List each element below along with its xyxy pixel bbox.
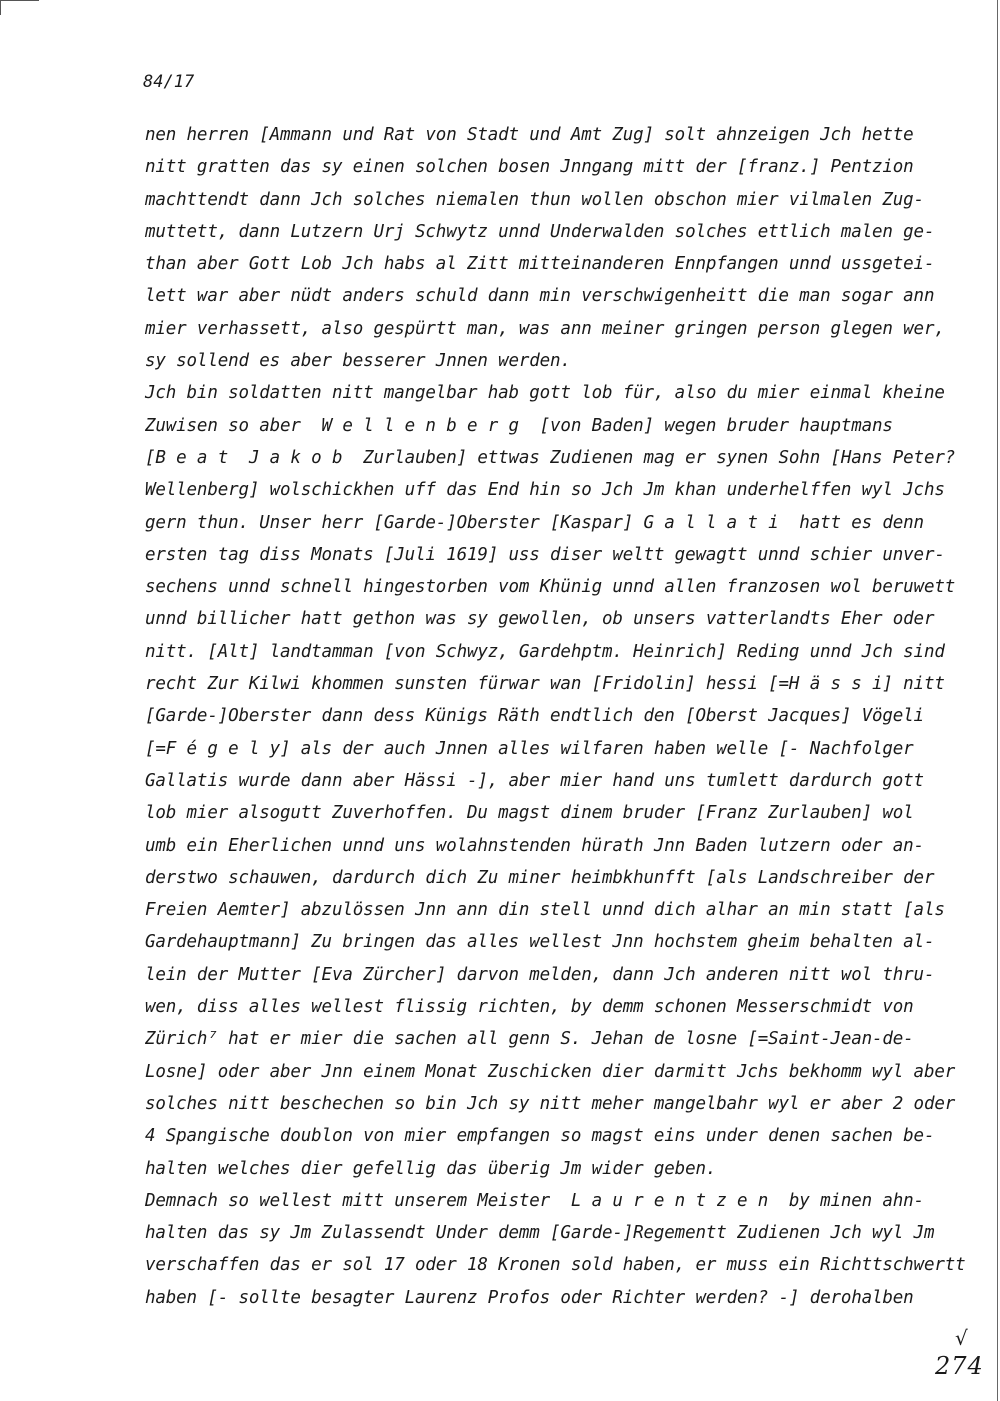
scan-corner-mark	[0, 0, 39, 15]
text-line: machttendt dann Jch solches niemalen thun wollen obschon mier vilmalen Zug-	[145, 189, 924, 210]
text-line: nitt gratten das sy einen solchen bosen Jnngang mitt der [franz.] Pentzion	[145, 157, 914, 178]
text-line: nitt. [Alt] landtamman [von Schwyz, Gardehptm. Heinrich] Reding unnd Jch sind	[145, 641, 945, 662]
text-line: derstwo schauwen, dardurch dich Zu miner heimbkhunfft [als Landschreiber der	[145, 867, 935, 888]
text-line: Wellenberg] wolschickhen uff das End hin so Jch Jm khan underhelffen wyl Jchs	[145, 480, 945, 501]
text-line: solches nitt beschechen so bin Jch sy nitt meher mangelbahr wyl er aber 2 oder	[145, 1093, 956, 1114]
text-line: gern thun. Unser herr [Garde-]Oberster [Kaspar] G a l l a t i hatt es denn	[145, 512, 924, 533]
scan-edge-line	[997, 0, 998, 1401]
text-line: recht Zur Kilwi khommen sunsten fürwar wan [Fridolin] hessi [=H ä s s i] nitt	[145, 674, 945, 695]
transcription-text	[145, 119, 966, 1314]
text-line: umb ein Eherlichen unnd uns wolahnstenden hürath Jnn Baden lutzern oder an-	[145, 835, 924, 856]
text-line: Demnach so wellest mitt unserem Meister L a u r e n t z e n by minen ahn-	[145, 1190, 924, 1211]
text-line: [=F é g e l y] als der auch Jnnen alles wilfaren haben welle [- Nachfolger	[145, 738, 914, 759]
text-line: Losne] oder aber Jnn einem Monat Zuschicken dier darmitt Jchs bekhomm wyl aber	[145, 1061, 956, 1082]
text-line: mier verhassett, also gespürtt man, was ann meiner gringen person glegen wer,	[145, 318, 945, 339]
text-line: ersten tag diss Monats [Juli 1619] uss diser weltt gewagtt unnd schier unver-	[145, 544, 945, 565]
text-line: Gallatis wurde dann aber Hässi -], aber mier hand uns tumlett dardurch gott	[145, 770, 924, 791]
text-line: [Garde-]Oberster dann dess Künigs Räth endtlich den [Oberst Jacques] Vögeli	[145, 706, 924, 727]
text-line: sechens unnd schnell hingestorben vom Khünig unnd allen franzosen wol beruwett	[145, 577, 956, 598]
text-line: 4 Spangische doublon von mier empfangen so magst eins under denen sachen be-	[145, 1126, 935, 1147]
text-line: Zürich⁷ hat er mier die sachen all genn S. Jehan de losne [=Saint-Jean-de-	[145, 1029, 914, 1050]
text-line: halten das sy Jm Zulassendt Under demm [Garde-]Regementt Zudienen Jch wyl Jm	[145, 1223, 935, 1244]
text-line: wen, diss alles wellest flissig richten, by demm schonen Messerschmidt von	[145, 997, 914, 1018]
text-line: Gardehauptmann] Zu bringen das alles wellest Jnn hochstem gheim behalten al-	[145, 932, 935, 953]
text-line: verschaffen das er sol 17 oder 18 Kronen sold haben, er muss ein Richttschwertt	[145, 1255, 966, 1276]
text-line: muttett, dann Lutzern Urj Schwytz unnd Underwalden solches ettlich malen ge-	[145, 221, 935, 242]
text-line: Zuwisen so aber W e l l e n b e r g [von Baden] wegen bruder hauptmans	[145, 415, 893, 436]
handwritten-folio-number: 274	[935, 1352, 984, 1380]
text-line: than aber Gott Lob Jch habs al Zitt mitteinanderen Ennpfangen unnd ussgetei-	[145, 254, 935, 275]
text-line: halten welches dier gefellig das überig Jm wider geben.	[145, 1158, 717, 1179]
text-line: [B e a t J a k o b Zurlauben] ettwas Zudienen mag er synen Sohn [Hans Peter?	[145, 447, 956, 468]
text-line: Freien Aemter] abzulössen Jnn ann din stell unnd dich alhar an min statt [als	[145, 900, 945, 921]
text-line: haben [- sollte besagter Laurenz Profos oder Richter werden? -] derohalben	[145, 1287, 914, 1308]
text-line: Jch bin soldatten nitt mangelbar hab gott lob für, also du mier einmal kheine	[145, 383, 945, 404]
text-line: lein der Mutter [Eva Zürcher] darvon melden, dann Jch anderen nitt wol thru-	[145, 964, 935, 985]
text-line: sy sollend es aber besserer Jnnen werden.	[145, 351, 571, 372]
handwritten-check-mark: √	[955, 1326, 968, 1350]
text-line: unnd billicher hatt gethon was sy gewollen, ob unsers vatterlandts Eher oder	[145, 609, 935, 630]
text-line: lett war aber nüdt anders schuld dann min verschwigenheitt die man sogar ann	[145, 286, 935, 307]
text-line: lob mier alsogutt Zuverhoffen. Du magst dinem bruder [Franz Zurlauben] wol	[145, 803, 914, 824]
text-line: nen herren [Ammann und Rat von Stadt und Amt Zug] solt ahnzeigen Jch hette	[145, 125, 914, 145]
page-number: 84/17	[143, 72, 195, 92]
